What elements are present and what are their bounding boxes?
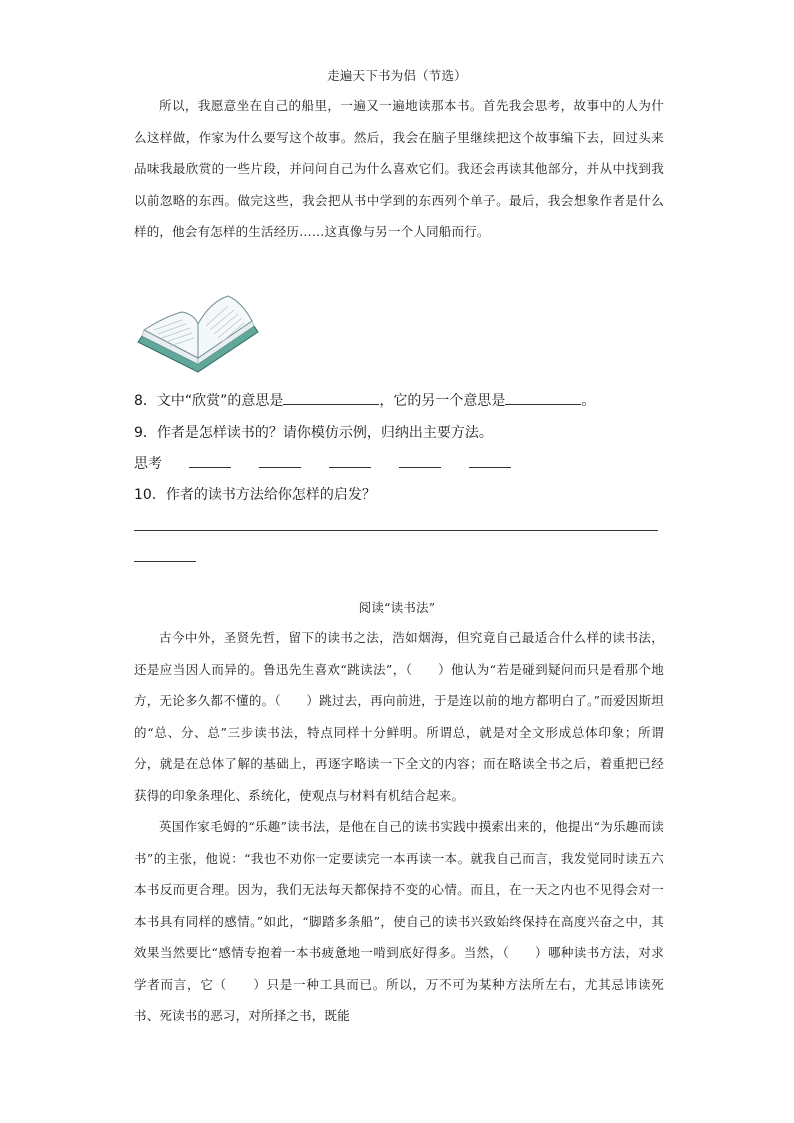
answer-blank-8b[interactable] [505, 390, 581, 405]
question-9-example: 思考 [134, 456, 162, 472]
passage2-paragraph-1: 古今中外，圣贤先哲，留下的读书之法，浩如烟海，但究竟自己最适合什么样的读书法，还是应当因人而异的。鲁迅先生喜欢“跳读法”，（ ）他认为“若是碰到疑问而只是看那个地方，无论多久都不懂的。（ ）跳过去，再向前进，于是连以前的地方都明白了。”而爱因斯坦的“总、分、总”三步读书法，特点同样十分鲜明。所谓总，就是对全文形成总体印象；所谓分，就是在总体了解的基础上，再逐字略读一下全文的内容；而在略读全书之后，着重把已经获得的印象条理化、系统化，使观点与材料有机结合起来。 [134, 630, 664, 803]
answer-line-10b[interactable] [134, 561, 196, 562]
answer-blank-9b[interactable] [259, 467, 301, 468]
question-8 [134, 390, 595, 410]
question-8-text-part1: 8．文中“欣赏”的意思是 [134, 393, 284, 409]
open-book-illustration [136, 292, 260, 376]
answer-blank-9e[interactable] [469, 467, 511, 468]
question-8-text-part2: ，它的另一个意思是 [379, 393, 506, 409]
answer-blank-8a[interactable] [283, 390, 379, 405]
question-9: 9．作者是怎样读书的？请你模仿示例，归纳出主要方法。 [134, 425, 493, 441]
passage1-paragraph: 所以，我愿意坐在自己的船里，一遍又一遍地读那本书。首先我会思考，故事中的人为什么这样做，作家为什么要写这个故事。然后，我会在脑子里继续把这个故事编下去，回过头来品味我最欣赏的一些片段，并问问自己为什么喜欢它们。我还会再读其他部分，并从中找到我以前忽略的东西。做完这些，我会把从书中学到的东西列个单子。最后，我会想象作者是什么样的，他会有怎样的生活经历……这真像与另一个人同船而行。 [134, 98, 664, 239]
answer-line-10a[interactable] [134, 530, 658, 531]
passage2-paragraph-2: 英国作家毛姆的“乐趣”读书法，是他在自己的读书实践中摸索出来的，他提出“为乐趣而读书”的主张，他说：“我也不劝你一定要读完一本再读一本。就我自己而言，我发觉同时读五六本书反而更合理。因为，我们无法每天都保持不变的心情。而且，在一天之内也不见得会对一本书具有同样的感情。”如此，“脚踏多条船”，使自己的读书兴致始终保持在高度兴奋之中，其效果当然要比“感情专抱着一本书疲惫地一啃到底好得多。当然，（ ）哪种读书方法，对求学者而言，它（ ）只是一种工具而已。所以，万不可为某种方法所左右，尤其忌讳读死书、死读书的恶习，对所择之书，既能 [134, 819, 664, 1023]
answer-blank-9d[interactable] [399, 467, 441, 468]
passage2-body [134, 622, 664, 1032]
answer-blank-9c[interactable] [329, 467, 371, 468]
passage2-title: 阅读“读书法” [358, 600, 436, 615]
answer-blank-9a[interactable] [189, 467, 231, 468]
passage1-title: 走遍天下书为侣（节选） [327, 68, 467, 83]
passage1-body [134, 90, 664, 248]
question-10: 10．作者的读书方法给你怎样的启发？ [134, 487, 376, 503]
question-8-end: 。 [581, 393, 596, 409]
